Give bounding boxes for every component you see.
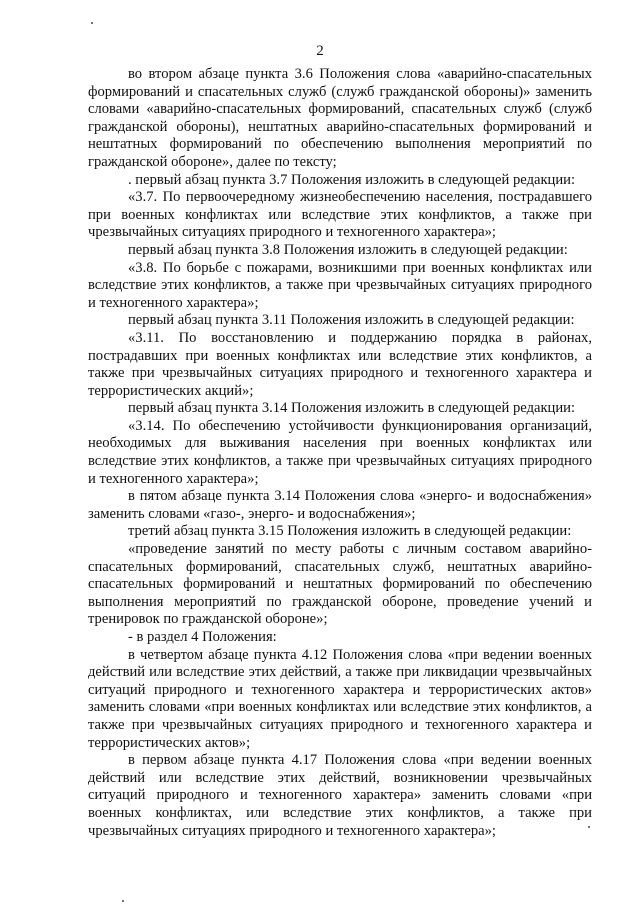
paragraph-3-11-text: «3.11. По восстановлению и поддержанию порядка в районах, пострадавших при военных конфликтах или вследствие этих конфликтов, а также при чрезвычайных ситуациях природного и техногенного характера и террористических акций»; xyxy=(88,329,592,399)
paragraph-4-17: в первом абзаце пункта 4.17 Положения слова «при ведении военных действий или вследствие этих действий, возникновении чрезвычайных ситуаций природного и техногенного характера» заменить словами «при военных конфликтах, или вследствие этих конфликтов, а также при чрезвычайных ситуациях природного и техногенного характера»; xyxy=(88,752,592,839)
paragraph-3-15-intro: третий абзац пункта 3.15 Положения изложить в следующей редакции: xyxy=(128,523,572,540)
page-number: 2 xyxy=(316,43,324,59)
paragraph-3-14-amendment: в пятом абзаце пункта 3.14 Положения слова «энерго- и водоснабжения» заменить словами «газо-, энерго- и водоснабжения»; xyxy=(88,488,592,522)
paragraph-3-15-text: «проведение занятий по месту работы с личным составом аварийно-спасательных формирований, спасательных служб, нештатных аварийно-спасательных формирований и нештатных формирований по обеспечению выполнения мероприятий по гражданской обороне, проведение учений и тренировок по гражданской обороне»; xyxy=(88,541,592,628)
paragraph-3-7-text: «3.7. По первоочередному жизнеобеспечению населения, пострадавшего при военных конфликтах или вследствие этих конфликтов, а также при чрезвычайных ситуациях природного и техногенного характера»; xyxy=(88,189,592,241)
paragraph-3-6: во втором абзаце пункта 3.6 Положения слова «аварийно-спасательных формирований и спасательных служб (служб гражданской обороны)» заменить словами «аварийно-спасательных формирований, спасательных служб (служб гражданской обороны), нештатных аварийно-спасательных формирований и нештатных формирований по обеспечению выполнения мероприятий по гражданской обороне», далее по тексту; xyxy=(88,66,592,170)
paragraph-3-7-intro: . первый абзац пункта 3.7 Положения изложить в следующей редакции: xyxy=(128,171,576,188)
paragraph-3-14-intro: первый абзац пункта 3.14 Положения изложить в следующей редакции: xyxy=(128,400,576,417)
paragraph-4-12: в четвертом абзаце пункта 4.12 Положения слова «при ведении военных действий или вследствие этих действий, а также при ликвидации чрезвычайных ситуаций природного и техногенного характера и террористических актов» заменить словами «при военных конфликтах или вследствие этих конфликтов, а также при чрезвычайных ситуациях природного и техногенного характера и террористических актов»; xyxy=(88,646,592,751)
scan-speck xyxy=(122,900,124,902)
paragraph-3-8-intro: первый абзац пункта 3.8 Положения изложить в следующей редакции: xyxy=(128,241,568,258)
paragraph-section-4: - в раздел 4 Положения: xyxy=(128,629,277,645)
scan-speck xyxy=(588,826,590,828)
document-body xyxy=(88,66,592,840)
paragraph-3-8-text: «3.8. По борьбе с пожарами, возникшими при военных конфликтах или вследствие этих конфликтов, а также при чрезвычайных ситуациях природного и техногенного характера»; xyxy=(88,259,592,311)
paragraph-3-11-intro: первый абзац пункта 3.11 Положения изложить в следующей редакции: xyxy=(128,312,575,329)
paragraph-3-14-text: «3.14. По обеспечению устойчивости функционирования организаций, необходимых для выживания населения при военных конфликтах или вследствие этих конфликтов, а также при чрезвычайных ситуациях природного и техногенного характера»; xyxy=(88,417,592,487)
scan-speck xyxy=(91,22,93,24)
